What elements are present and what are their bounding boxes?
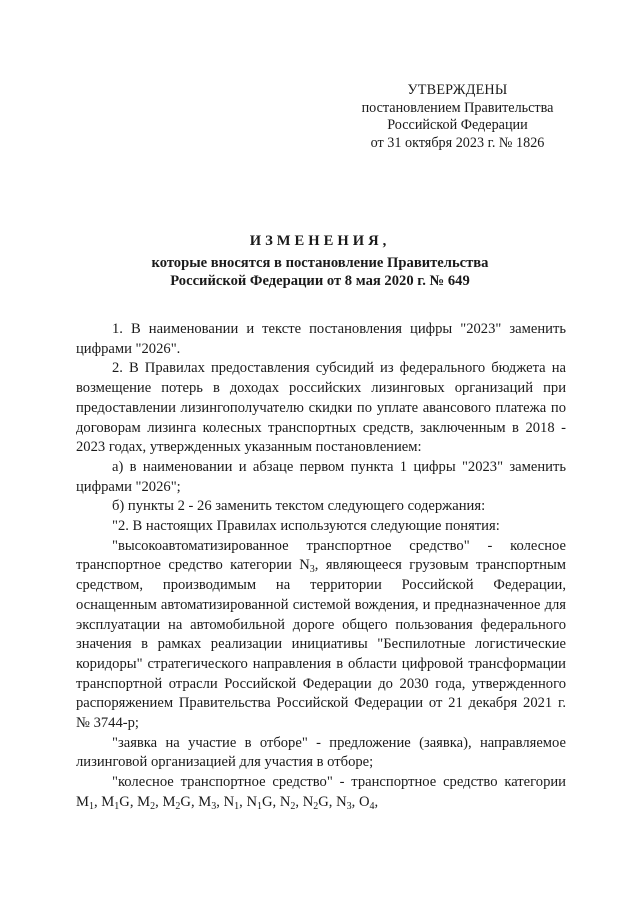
approval-line-3: от 31 октября 2023 г. № 1826 (370, 134, 545, 151)
category-suffix: G (180, 793, 191, 810)
approval-line-1: постановлением Правительства (361, 99, 554, 116)
category-suffix: G (119, 793, 130, 810)
category-base: N (223, 793, 235, 810)
paragraph-6-part-a: "высокоавтоматизированное транспортное средство" - колесное транспортное средство категории N (76, 537, 566, 574)
approval-line-2: Российской Федерации (387, 117, 528, 134)
category-base: N (336, 793, 347, 810)
vehicle-category: $N_3$, (336, 793, 356, 812)
category-subscript: 3 (211, 800, 217, 812)
vehicle-category: $N_2G$, (302, 793, 333, 812)
title-main: ИЗМЕНЕНИЯ, (249, 233, 391, 249)
vehicle-category: $M_1$, (76, 793, 98, 812)
category-base: N (246, 793, 257, 810)
paragraph-8-intro: "колесное транспортное средство" - транспортное средство категории (112, 774, 566, 791)
category-subscript: 4 (369, 800, 375, 812)
category-subscript: 1 (234, 800, 240, 812)
category-subscript: 2 (150, 800, 156, 812)
paragraph-6-part-b: , являющееся грузовым транспортным средством, производимым на территории Российской Федерации, оснащенным автоматизированной системой вождения, и предназначенное для эксплуатации на автомобильной дороге общего пользования федерального значения в рамках реализации инициативы "Беспилотные логистические коридоры" стратегического направления в области цифровой трансформации транспортной отрасли Российской Федерации до 2030 года, утвержденного распоряжением Правительства Российской Федерации от 21 декабря 2021 г. № 3744-р; (76, 557, 567, 732)
vehicle-category: $M_2G$, (162, 793, 195, 812)
category-subscript: 1 (114, 800, 120, 812)
approval-stamp (335, 82, 580, 152)
vehicle-category: $M_2$, (137, 793, 159, 812)
vehicle-category: $M_3$, (198, 793, 220, 812)
category-base: M (162, 793, 176, 810)
category-subscript: 1 (88, 800, 94, 812)
paragraph-6 (76, 537, 566, 734)
category-base: M (101, 793, 115, 810)
category-subscript: 1 (256, 800, 262, 812)
paragraph-7: "заявка на участие в отборе" - предложение (заявка), направляемое лизинговой организацией для участия в отборе; (76, 734, 566, 771)
approval-heading: УТВЕРЖДЕНЫ (407, 82, 508, 98)
paragraph-8 (76, 773, 566, 812)
paragraph-4: б) пункты 2 - 26 заменить текстом следующего содержания: (112, 498, 486, 515)
vehicle-category: $O_4$, (358, 793, 379, 812)
vehicle-category: $N_1G$, (246, 793, 277, 812)
paragraph-5: "2. В настоящих Правилах используются следующие понятия: (112, 518, 500, 535)
category-suffix: G (261, 793, 273, 810)
category-base: M (137, 793, 151, 810)
category-base: M (198, 793, 212, 810)
category-subscript: 2 (313, 800, 319, 812)
category-subscript: 2 (175, 800, 181, 812)
document-title (60, 232, 580, 290)
document-body (76, 320, 566, 813)
category-subscript: 2 (290, 800, 296, 812)
paragraph-3: а) в наименовании и абзаце первом пункта 1 цифры "2023" заменить цифрами "2026"; (76, 458, 566, 495)
category-base: O (358, 793, 370, 810)
category-suffix: G (318, 793, 329, 810)
vehicle-category: $N_1$, (223, 793, 243, 812)
paragraph-6-subscript: 3 (309, 564, 315, 576)
paragraph-2: 2. В Правилах предоставления субсидий из федерального бюджета на возмещение потерь в доходах российских лизинговых организаций при предоставлении лизингополучателю скидки по уплате авансового платежа по договорам лизинга колесных транспортных средств, заключенным в 2018 - 2023 годах, утвержденных указанным постановлением: (76, 360, 566, 456)
category-base: N (302, 793, 314, 810)
category-subscript: 3 (346, 800, 352, 812)
category-base: M (76, 793, 89, 810)
title-line-1: которые вносятся в постановление Правительства (151, 255, 489, 271)
category-list (76, 794, 378, 810)
category-base: N (279, 793, 291, 810)
title-line-2: Российской Федерации от 8 мая 2020 г. № 649 (170, 273, 470, 289)
vehicle-category: $M_1G$, (101, 793, 134, 812)
paragraph-1: 1. В наименовании и тексте постановления цифры "2023" заменить цифрами "2026". (76, 321, 566, 357)
vehicle-category: $N_2$, (279, 793, 300, 812)
